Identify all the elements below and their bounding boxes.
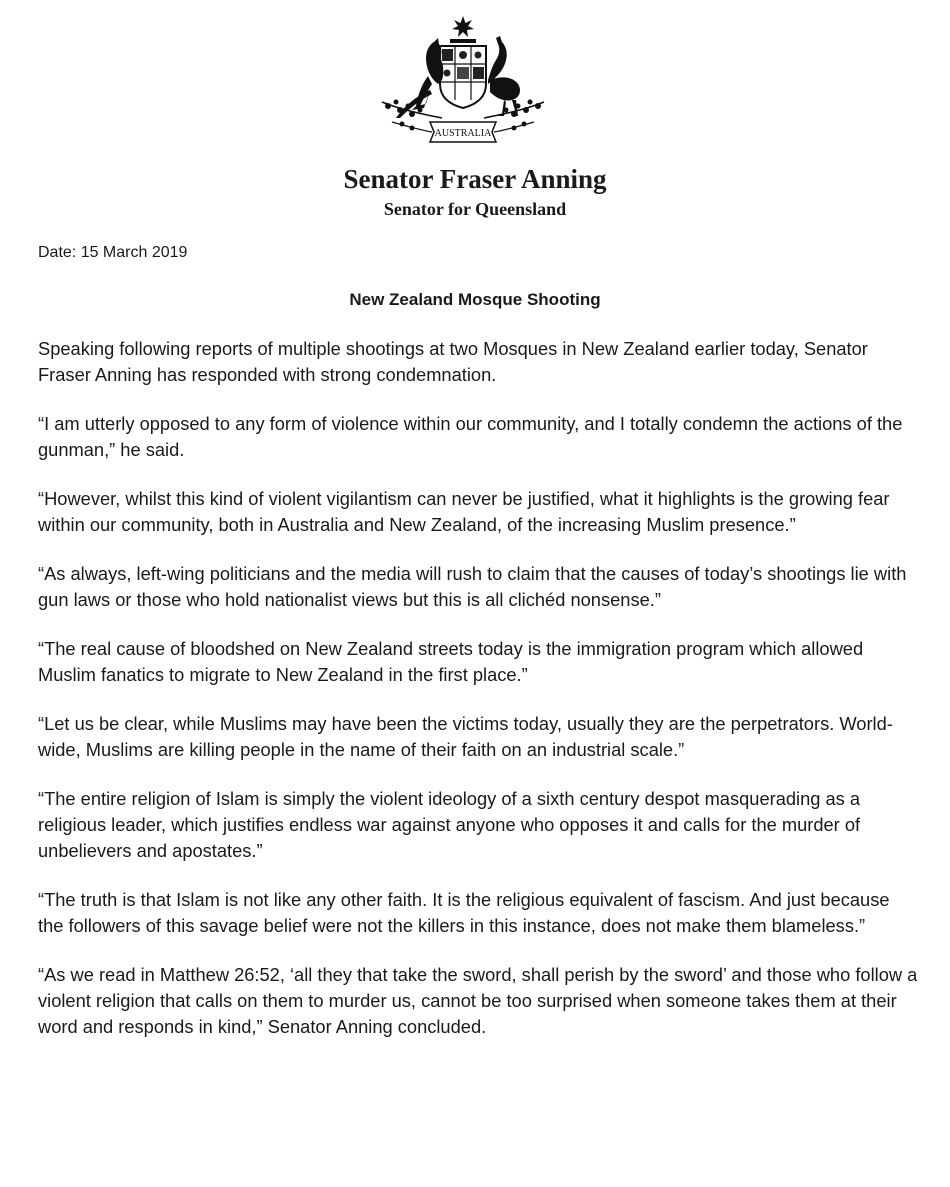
paragraph-3: “However, whilst this kind of violent vigilantism can never be justified, what it highlights is the growing fear within our community, both in Australia and New Zealand, of the increasing Muslim presence.” — [38, 488, 890, 535]
svg-text:AUSTRALIA: AUSTRALIA — [434, 128, 492, 139]
paragraph-5: “The real cause of bloodshed on New Zealand streets today is the immigration program which allowed Muslim fanatics to migrate to New Zealand in the first place.” — [38, 638, 864, 685]
senator-title: Senator for Queensland — [383, 199, 567, 219]
senator-name: Senator Fraser Anning — [343, 164, 607, 194]
paragraph-8: “The truth is that Islam is not like any other faith. It is the religious equivalent of fascism. And just because the followers of this savage belief were not the killers in this instance, does not make them blameless.” — [38, 889, 890, 936]
paragraph-9: “As we read in Matthew 26:52, ‘all they that take the sword, shall perish by the sword’ and those who follow a violent religion that calls on them to murder us, cannot be too surprised when someone takes them at their word and responds in kind,” Senator Anning concluded. — [38, 964, 918, 1037]
document-heading: New Zealand Mosque Shooting — [349, 290, 601, 309]
paragraph-6: “Let us be clear, while Muslims may have been the victims today, usually they are the perpetrators. World-wide, Muslims are killing people in the name of their faith on an industrial scale.” — [38, 713, 893, 760]
australian-coat-of-arms-icon — [372, 14, 554, 146]
date-line: Date: 15 March 2019 — [38, 244, 188, 261]
statement-body — [38, 336, 918, 1063]
paragraph-4: “As always, left-wing politicians and the media will rush to claim that the causes of today’s shootings lie with gun laws or those who hold nationalist views but this is all clichéd nonsense.” — [38, 563, 907, 610]
paragraph-1: Speaking following reports of multiple shootings at two Mosques in New Zealand earlier today, Senator Fraser Anning has responded with strong condemnation. — [38, 338, 868, 385]
paragraph-2: “I am utterly opposed to any form of violence within our community, and I totally condemn the actions of the gunman,” he said. — [38, 413, 903, 460]
paragraph-7: “The entire religion of Islam is simply the violent ideology of a sixth century despot masquerading as a religious leader, which justifies endless war against anyone who opposes it and calls for the murder of unbelievers and apostates.” — [38, 788, 861, 861]
